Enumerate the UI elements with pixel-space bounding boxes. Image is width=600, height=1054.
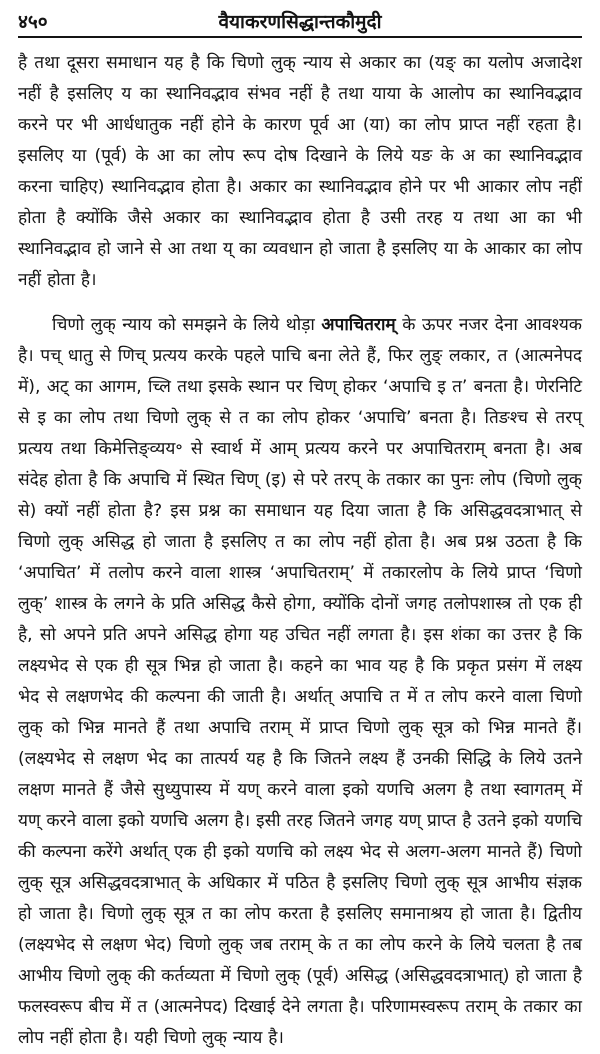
paragraph-2-lead: चिणो लुक् न्याय को समझने के लिये थोड़ा — [52, 315, 322, 335]
paragraph-2-rest: के ऊपर नजर देना आवश्यक है। पच् धातु से णिच् प्रत्यय करके पहले पाचि बना लेते हैं, फिर लुङ् लकार, त (आत्मनेपद में), अट् का आगम, च्लि तथा इसके स्थान पर चिण् होकर ‘अपाचि इ त’ बनता है। णेरनिटि से इ का लोप तथा चिणो लुक् से त का लोप होकर ‘अपाचि’ बनता है। तिङश्च से तरप् प्रत्यय तथा किमेत्तिङ्व्यय॰ से स्वार्थ में आम् प्रत्यय करने पर अपाचितराम् बनता है। अब संदेह होता है कि अपाचि में स्थित चिण् (इ) से परे तरप् के तकार का पुनः लोप (चिणो लुक् से) क्यों नहीं होता है? इस प्रश्न का समाधान यह दिया जाता है कि असिद्धवदत्राभात् से चिणो लुक् असिद्ध हो जाता है इसलिए त का लोप नहीं होता है। अब प्रश्न उठता है कि ‘अपाचित’ में तलोप करने वाला शास्त्र ‘अपाचितराम्’ में तकारलोप के लिये प्राप्त ‘चिणो लुक्’ शास्त्र के लगने के प्रति असिद्ध कैसे होगा, क्योंकि दोनों जगह तलोपशास्त्र तो एक ही है, सो अपने प्रति अपने असिद्ध होगा यह उचित नहीं लगता है। इस शंका का उत्तर है कि लक्ष्यभेद से एक ही सूत्र भिन्न हो जाता है। कहने का भाव यह है कि प्रकृत प्रसंग में लक्ष्य भेद से लक्षणभेद की कल्पना की जाती है। अर्थात् अपाचि त में त लोप करने वाला चिणो लुक् को भिन्न मानते हैं तथा अपाचि तराम् में प्राप्त चिणो लुक् सूत्र को भिन्न मानते हैं। (लक्ष्यभेद से लक्षण भेद का तात्पर्य यह है कि जितने लक्ष्य हैं उनकी सिद्धि के लिये उतने लक्षण मानते हैं जैसे सुध्युपास्य में यण् करने वाला इको यणचि अलग है तथा स्वागतम् में यण् करने वाला इको यणचि अलग है। इसी तरह जितने जगह यण् प्राप्त है उतने इको यणचि की कल्पना करेंगे अर्थात् एक ही इको यणचि को लक्ष्य भेद से अलग-अलग मानते हैं) चिणो लुक् सूत्र असिद्धवदत्राभात् के अधिकार में पठित है इसलिए चिणो लुक् सूत्र आभीय संज्ञक हो जाता है। चिणो लुक् सूत्र त का लोप करता है इसलिए समानाश्रय हो जाता है। द्वितीय (लक्ष्यभेद से लक्षण भेद) चिणो लुक् जब तराम् के त का लोप करने के लिये चलता है तब आभीय चिणो लुक् की कर्तव्यता में चिणो लुक् (पूर्व) असिद्ध (असिद्धवदत्राभात्) हो जाता है फलस्वरूप बीच में त (आत्मनेपद) दिखाई देने लगता है। परिणामस्वरूप तराम् के तकार का लोप नहीं होता है। यही चिणो लुक् न्याय है। — [18, 315, 582, 1048]
running-title: वैयाकरणसिद्धान्तकौमुदी — [218, 11, 382, 33]
paragraph-1: है तथा दूसरा समाधान यह है कि चिणो लुक् न्याय से अकार का (यङ् का यलोप अजादेश नहीं है इसलिए य का स्थानिवद्भाव संभव नहीं है तथा याया के आलोप का स्थानिवद्भाव करने पर भी आर्धधातुक नहीं होने के कारण पूर्व आ (या) का लोप प्राप्त नहीं रहता है। इसलिए या (पूर्व) के आ का लोप रूप दोष दिखाने के लिये यङ के अ का स्थानिवद्भाव करना चाहिए) स्थानिवद्भाव होता है। अकार का स्थानिवद्भाव होने पर भी आकार लोप नहीं होता है क्योंकि जैसे अकार का स्थानिवद्भाव होता है उसी तरह य तथा आ का भी स्थानिवद्भाव हो जाने से आ तथा य् का व्यवधान हो जाता है इसलिए या के आकार का लोप नहीं होता है। — [18, 53, 582, 290]
paragraph-2 — [18, 310, 582, 1054]
body-text — [18, 48, 582, 1054]
page-header — [18, 6, 582, 38]
page-number: ४५० — [18, 11, 48, 33]
bold-term-apachitaram: अपाचितराम् — [321, 315, 396, 335]
